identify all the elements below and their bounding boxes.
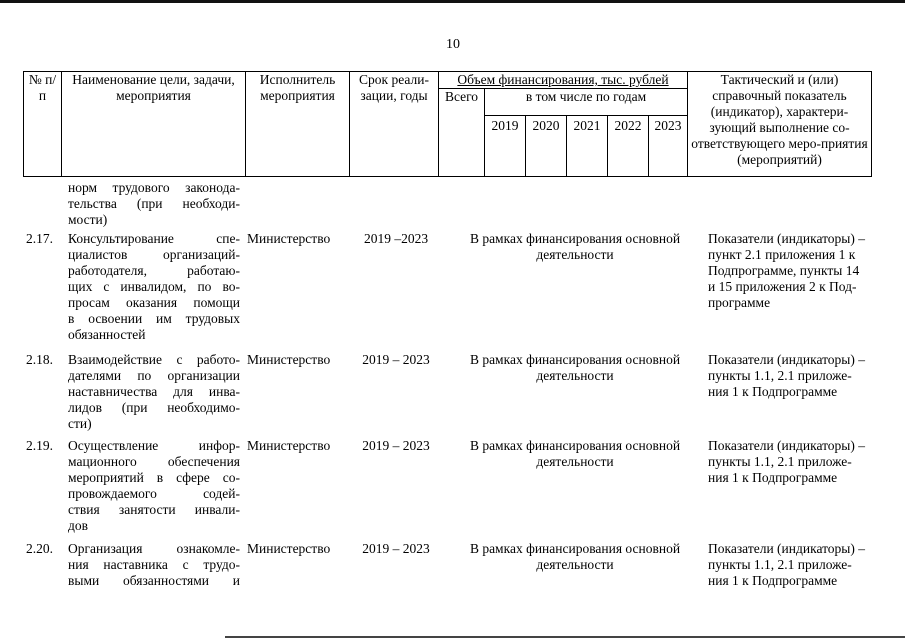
item-indicator (708, 438, 890, 486)
item-term: 2019 –2023 (363, 231, 429, 246)
indicator-line: пункт 2.1 приложения 1 к (708, 247, 856, 262)
indicator-line: и 15 приложения 2 к Под- (708, 279, 857, 294)
item-indicator (708, 352, 890, 400)
name-line: выми обязанностями и (68, 573, 240, 588)
item-financing: В рамках финансирования основной деятельности (469, 352, 681, 383)
item-executor: Министерство (247, 541, 331, 556)
name-line: провождаемого содей- (68, 486, 240, 501)
item-term: 2019 – 2023 (362, 438, 430, 453)
item-indicator (708, 231, 890, 311)
name-line: сти) (68, 416, 92, 431)
name-line: наставничества для инва- (68, 384, 240, 399)
header-by-year: в том числе по годам (485, 89, 688, 116)
indicator-line: Подпрограмме, пункты 14 (708, 263, 860, 278)
header-indicator: Тактический и (или) справочный показатель (индикатор), характери-зующий выполнение со-ответствующего меро-приятия (мероприятий) (688, 72, 872, 177)
header-executor: Исполнитель мероприятия (246, 72, 350, 177)
scan-bottom-border (225, 636, 905, 638)
item-executor: Министерство (247, 352, 331, 367)
table-header (23, 71, 872, 177)
indicator-line: ния 1 к Подпрограмме (708, 384, 838, 399)
header-year: 2023 (649, 116, 688, 177)
item-name (68, 231, 240, 343)
item-name (68, 352, 240, 432)
item-number: 2.18. (26, 352, 53, 367)
indicator-line: Показатели (индикаторы) – (708, 541, 865, 556)
name-line: Взаимодействие с работо- (68, 352, 240, 367)
header-year: 2020 (526, 116, 567, 177)
name-line: мости) (68, 212, 108, 227)
indicator-line: пункты 1.1, 2.1 приложе- (708, 557, 852, 572)
header-year: 2022 (608, 116, 649, 177)
item-executor: Министерство (247, 438, 331, 453)
name-line: в освоении им трудовых (68, 311, 240, 326)
name-line: щих с инвалидом, по во- (68, 279, 240, 294)
scan-top-border (0, 0, 905, 3)
item-number: 2.20. (26, 541, 53, 556)
indicator-line: ния 1 к Подпрограмме (708, 470, 838, 485)
header-year: 2019 (485, 116, 526, 177)
name-line: норм трудового законода- (68, 180, 240, 195)
name-line: мационного обеспечения (68, 454, 240, 469)
name-line: ствия занятости инвали- (68, 502, 240, 517)
item-financing: В рамках финансирования основной деятельности (469, 541, 681, 572)
header-financing: Объем финансирования, тыс. рублей (439, 72, 688, 89)
indicator-line: Показатели (индикаторы) – (708, 352, 865, 367)
name-line: Осуществление инфор- (68, 438, 240, 453)
indicator-line: программе (708, 295, 771, 310)
name-line: просам оказания помощи (68, 295, 240, 310)
item-number: 2.19. (26, 438, 53, 453)
name-line: дов (68, 518, 88, 533)
name-line: дателями по организации (68, 368, 240, 383)
indicator-line: Показатели (индикаторы) – (708, 438, 865, 453)
item-executor: Министерство (247, 231, 331, 246)
item-name (68, 180, 240, 228)
header-year: 2021 (567, 116, 608, 177)
item-term: 2019 – 2023 (362, 352, 430, 367)
item-name (68, 541, 240, 589)
name-line: Консультирование спе- (68, 231, 240, 246)
item-name (68, 438, 240, 534)
indicator-line: пункты 1.1, 2.1 приложе- (708, 454, 852, 469)
name-line: мероприятий в сфере со- (68, 470, 240, 485)
indicator-line: пункты 1.1, 2.1 приложе- (708, 368, 852, 383)
indicator-line: ния 1 к Подпрограмме (708, 573, 838, 588)
header-term: Срок реали-зации, годы (350, 72, 439, 177)
name-line: работодателя, работаю- (68, 263, 240, 278)
header-total: Всего (439, 89, 485, 177)
header-num: № п/п (24, 72, 62, 177)
indicator-line: Показатели (индикаторы) – (708, 231, 865, 246)
header-name: Наименование цели, задачи, мероприятия (62, 72, 246, 177)
item-financing: В рамках финансирования основной деятельности (469, 438, 681, 469)
name-line: ния наставника с трудо- (68, 557, 240, 572)
name-line: тельства (при необходи- (68, 196, 240, 211)
item-financing: В рамках финансирования основной деятельности (469, 231, 681, 262)
name-line: Организация ознакомле- (68, 541, 240, 556)
name-line: лидов (при необходимо- (68, 400, 240, 415)
item-number: 2.17. (26, 231, 53, 246)
page-number: 10 (446, 37, 460, 52)
item-indicator (708, 541, 890, 589)
name-line: обязанностей (68, 327, 146, 342)
name-line: циалистов организаций- (68, 247, 240, 262)
item-term: 2019 – 2023 (362, 541, 430, 556)
